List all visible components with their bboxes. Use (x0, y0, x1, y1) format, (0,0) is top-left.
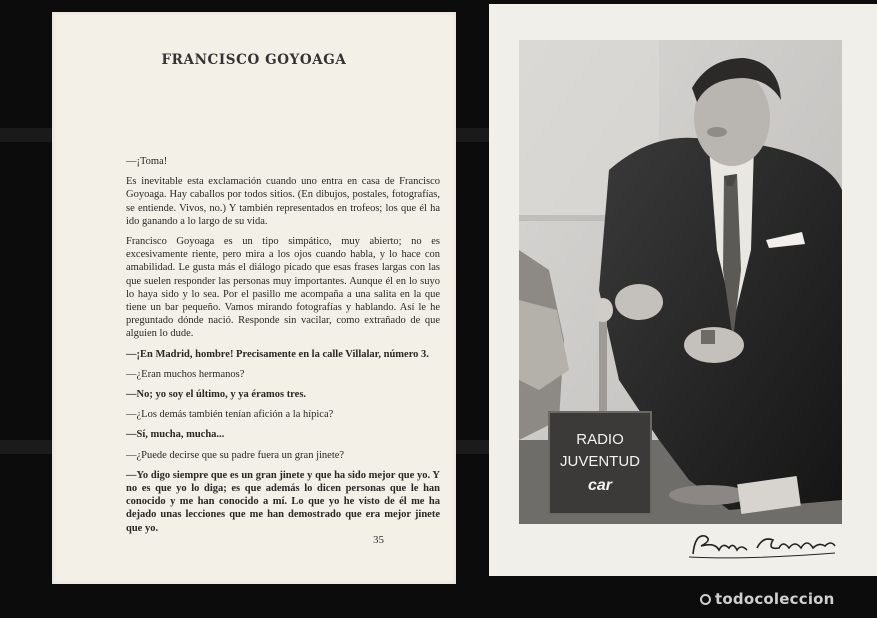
handwritten-signature (685, 524, 845, 564)
sign-radio-text: RADIO (576, 431, 624, 448)
watermark-logo-icon (700, 594, 711, 605)
text-paragraph: Francisco Goyoaga es un tipo simpático, muy abierto; no es excesivamente riente, pero mira a los ojos cuando habla, y lo hace con amabilidad. Le gusta más el diálogo picado que esas frases largas con las que suelen responder las personas muy importantes. Aunque él en lo suyo lo haya sido y lo sea. Por el pasillo me acompaña a una salita en la que tiene un bar pequeño. Vamos mirando fotografías y hablando. Así le he preguntado dónde nació. Responde sin vacilar, como extrañado de que alguien lo dude. (126, 236, 440, 340)
page-number: 35 (373, 534, 384, 546)
watermark (700, 590, 835, 608)
portrait-photograph (519, 40, 842, 524)
running-head: FRANCISCO GOYOAGA (161, 52, 347, 68)
watermark-text: todocoleccion (715, 590, 835, 608)
right-book-page (489, 4, 877, 576)
text-paragraph: —¿Eran muchos hermanos? (126, 368, 245, 380)
text-paragraph: —¡En Madrid, hombre! Precisamente en la calle Villalar, número 3. (126, 348, 429, 360)
sign-car-text: car (587, 477, 613, 494)
text-paragraph: Es inevitable esta exclamación cuando uno entra en casa de Francisco Goyoaga. Hay caballos por todos sitios. (En dibujos, postales, fotografías, se entiende. Vivos, no.) Y también representados en trofeos; los que él ha ido ganando a lo largo de su vida. (126, 176, 440, 227)
text-paragraph: —¿Puede decirse que su padre fuera un gran jinete? (126, 449, 345, 461)
page-text-body (126, 155, 440, 542)
text-paragraph: —¿Los demás también tenían afición a la hípica? (126, 409, 334, 421)
sign-juventud-text: JUVENTUD (559, 453, 641, 470)
text-paragraph: —No; yo soy el último, y ya éramos tres. (126, 389, 307, 401)
text-paragraph: —Yo digo siempre que es un gran jinete y que ha sido mejor que yo. Y no es que yo lo diga; es que además lo dicen personas que le han conocido y me han conocido a mí. Lo que yo he visto de él me ha dejado unas lecciones que me han demostrado que era mejor jinete que yo. (126, 469, 440, 534)
photo-illustration (519, 40, 842, 524)
text-paragraph: —¡Toma! (126, 156, 168, 167)
text-paragraph: —Sí, mucha, mucha... (126, 429, 225, 441)
left-book-page (52, 12, 456, 584)
